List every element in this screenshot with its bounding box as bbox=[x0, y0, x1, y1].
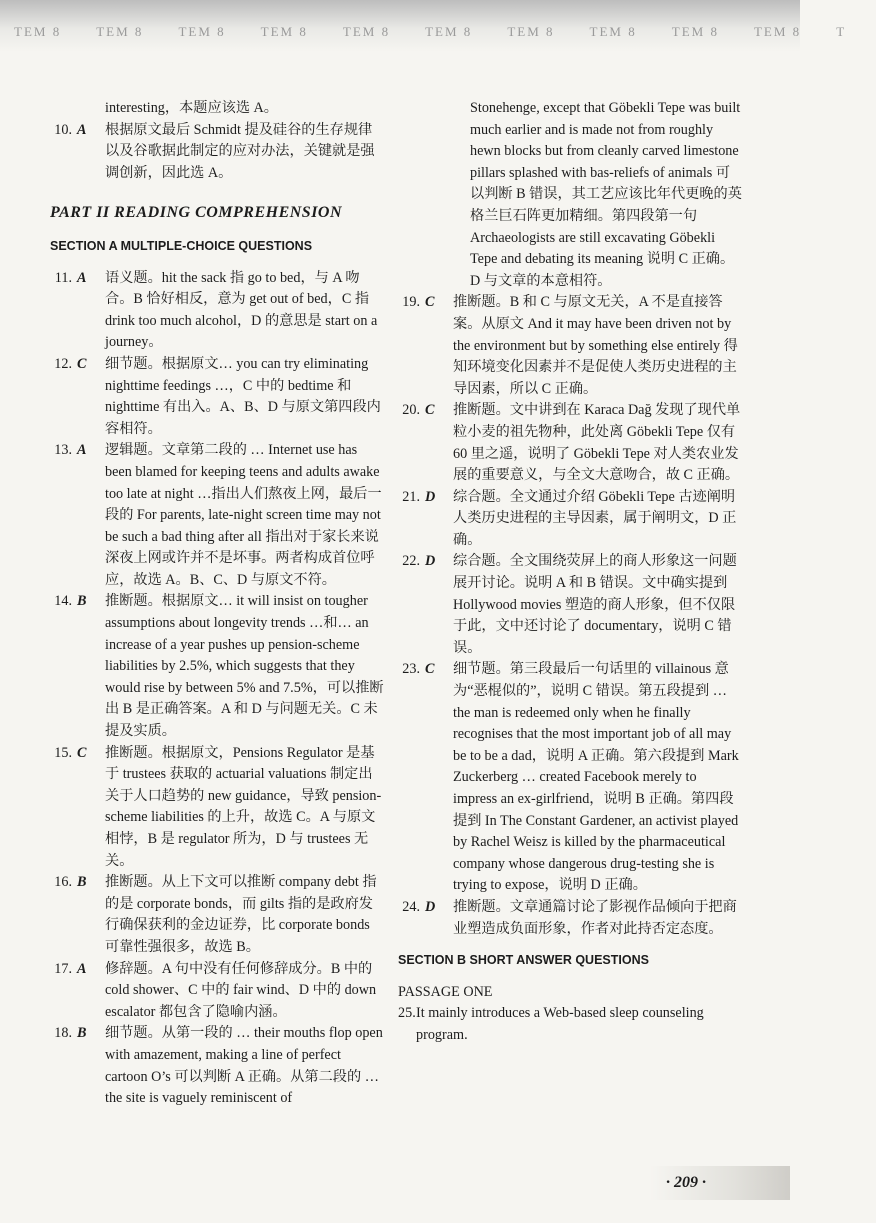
watermark: T bbox=[836, 24, 847, 39]
answer-23 bbox=[398, 659, 744, 897]
question-number: 16. bbox=[54, 874, 72, 891]
explanation: 逻辑题。文章第二段的 … Internet use has been blamed for keeping teens and adults awake too late at night …指出人们熬夜上网，最后一段的 For parents, late-night screen time may not be such a bad thing after all 指出对于家长来说深夜上网或许并不是坏事。两者构成首位呼应，故选 A。B、C、D 与原文不符。 bbox=[105, 442, 382, 588]
answer-22 bbox=[398, 551, 744, 659]
answer-12 bbox=[50, 354, 386, 440]
explanation: 推断题。根据原文，Pensions Regulator 是基于 trustees 获取的 actuarial valuations 制定出关于人口趋势的 new guidance，导致 pension-scheme liabilities 的上升，故选 C。A 与原文相悖，B 是 regulator 所为，D 与 trustees 无关。 bbox=[105, 744, 382, 869]
explanation: 根据原文最后 Schmidt 提及硅谷的生存规律以及谷歌据此制定的应对办法，关键就是强调创新，因此选 A。 bbox=[105, 121, 375, 181]
explanation: 综合题。全文通过介绍 Göbekli Tepe 古迹阐明人类历史进程的主导因素，属于阐明文，D 正确。 bbox=[453, 488, 737, 548]
answer-18 bbox=[50, 1023, 386, 1109]
question-number: 23. bbox=[402, 661, 420, 678]
explanation: 推断题。从上下文可以推断 company debt 指的是 corporate bonds，而 gilts 指的是政府发行确保获利的金边证券，比 corporate bonds 可靠性强很多，故选 B。 bbox=[105, 874, 377, 955]
question-number: 12. bbox=[54, 355, 72, 372]
answer-25 bbox=[398, 1003, 744, 1046]
explanation: 综合题。全文围绕荧屏上的商人形象这一问题展开讨论。说明 A 和 B 错误。文中确实提到 Hollywood movies 塑造的商人形象，但不仅限于此，文中还讨论了 documentary，说明 C 错误。 bbox=[453, 553, 737, 656]
explanation: 推断题。文中讲到在 Karaca Dağ 发现了现代单粒小麦的祖先物种，此处离 Göbekli Tepe 仅有 60 里之遥，说明了 Göbekli Tepe 对人类农业发展的重要意义，与全文大意吻合，故 C 正确。 bbox=[453, 402, 741, 484]
answer-letter: B bbox=[77, 593, 87, 610]
answer-21 bbox=[398, 487, 744, 552]
question-number: 19. bbox=[402, 294, 420, 311]
watermark: TEM 8 bbox=[96, 24, 144, 39]
answer-9-continuation: interesting，本题应该选 A。 bbox=[105, 100, 278, 116]
explanation: 语义题。hit the sack 指 go to bed，与 A 吻合。B 恰好相反，意为 get out of bed，C 指 drink too much alcohol，D 的意思是 start on a journey。 bbox=[105, 269, 378, 351]
watermark: TEM 8 bbox=[425, 24, 473, 39]
passage-heading: PASSAGE ONE bbox=[398, 983, 493, 1000]
watermark: TEM 8 bbox=[342, 24, 391, 39]
explanation: 推断题。根据原文… it will insist on tougher assumptions about longevity trends …和… an increase of a year pushes up pension-scheme liabilities by 2.5%, which suggests that they would rise by between 5% and 7.5%，可以推断出 B 是正确答案。A 和 D 与问题无关。C 未提及实质。 bbox=[105, 593, 384, 740]
answer-24 bbox=[398, 897, 744, 940]
answer-19 bbox=[398, 292, 744, 400]
answer-16 bbox=[50, 872, 386, 958]
section-b-title: SECTION B SHORT ANSWER QUESTIONS bbox=[398, 953, 649, 968]
question-number: 20. bbox=[402, 402, 420, 419]
question-number: 21. bbox=[402, 488, 420, 505]
answer-11 bbox=[50, 268, 386, 354]
watermark: TEM 8 bbox=[14, 24, 62, 39]
right-column bbox=[398, 98, 744, 1047]
question-number: 24. bbox=[402, 898, 420, 915]
question-number: 13. bbox=[54, 442, 72, 459]
question-number: 25. bbox=[398, 1005, 416, 1022]
answer-letter: B bbox=[77, 874, 87, 891]
answer-10 bbox=[50, 120, 386, 185]
watermark: TEM 8 bbox=[507, 24, 555, 39]
answer-letter: A bbox=[77, 269, 87, 286]
watermark: TEM 8 bbox=[178, 24, 226, 39]
answer-letter: C bbox=[425, 294, 435, 311]
explanation: 推断题。B 和 C 与原文无关，A 不是直接答案。从原文 And it may have been driven not by the environment but by something else entirely 得知环境变化因素并不是促使人类历史进程的主导因素，所以 C 正确。 bbox=[453, 294, 738, 397]
answer-18-continuation: Stonehenge, except that Göbekli Tepe was built much earlier and is made not from roughly hewn blocks but from cleanly carved limestone pillars splashed with bas-reliefs of animals 可以判断 B 错误，其工艺应该比年代更晚的英格兰巨石阵更加精细。第四段第一句 Archaeologists are still excavating Göbekli Tepe and debating its meaning 说明 C 正确。D 与文章的本意相符。 bbox=[470, 100, 742, 289]
part-title: PART II READING COMPREHENSION bbox=[50, 204, 343, 222]
explanation: 细节题。第三段最后一句话里的 villainous 意为“恶棍似的”，说明 C 错误。第五段提到 … the man is redeemed only when he finally recognises that the most important job of all may be to be a dad，说明 A 正确。第六段提到 Mark Zuckerberg … created Facebook merely to impress an ex-girlfriend，说明 B 正确。第四段提到 In The Constant Gardener, an activist played by Rachel Weisz is killed by the pharmaceutical company whose dangerous drug-testing she is trying to expose，说明 D 正确。 bbox=[453, 661, 739, 894]
answer-letter: A bbox=[77, 121, 87, 138]
answer-20 bbox=[398, 400, 744, 486]
header-watermarks bbox=[14, 24, 876, 40]
answer-15 bbox=[50, 743, 386, 873]
explanation: 推断题。文章通篇讨论了影视作品倾向于把商业塑造成负面形象，作者对此持否定态度。 bbox=[453, 898, 737, 937]
answer-letter: C bbox=[425, 402, 435, 419]
left-column bbox=[50, 98, 386, 1110]
watermark: TEM 8 bbox=[589, 24, 637, 39]
answer-14 bbox=[50, 591, 386, 742]
watermark: TEM 8 bbox=[671, 24, 719, 39]
answer-13 bbox=[50, 440, 386, 591]
watermark: TEM 8 bbox=[260, 24, 308, 39]
question-number: 17. bbox=[54, 960, 72, 977]
header-band bbox=[0, 0, 847, 52]
answer-letter: C bbox=[425, 661, 435, 678]
answer-letter: D bbox=[425, 488, 436, 505]
answer-letter: C bbox=[77, 355, 87, 372]
question-number: 14. bbox=[54, 593, 72, 610]
watermark: TEM 8 bbox=[753, 24, 802, 39]
answer-letter: B bbox=[77, 1025, 87, 1042]
question-number: 10. bbox=[54, 121, 72, 138]
question-number: 11. bbox=[54, 269, 72, 286]
answer-letter: C bbox=[77, 744, 87, 761]
answer-letter: D bbox=[425, 553, 436, 570]
question-number: 18. bbox=[54, 1025, 72, 1042]
page-number: · 209 · bbox=[650, 1166, 790, 1200]
explanation: 细节题。根据原文… you can try eliminating nighttime feedings …，C 中的 bedtime 和 nighttime 有出入。A、B、D 与原文第四段内容相符。 bbox=[105, 355, 381, 437]
explanation: 细节题。从第一段的 … their mouths flop open with amazement, making a line of perfect cartoon O’s 可以判断 A 正确。从第二段的 … the site is vaguely reminiscent of bbox=[105, 1025, 383, 1107]
question-number: 15. bbox=[54, 744, 72, 761]
section-a-title: SECTION A MULTIPLE-CHOICE QUESTIONS bbox=[50, 238, 313, 253]
answer-17 bbox=[50, 959, 386, 1024]
answer-letter: A bbox=[77, 960, 87, 977]
explanation: 修辞题。A 句中没有任何修辞成分。B 中的 cold shower、C 中的 fair wind、D 中的 down escalator 都包含了隐喻内涵。 bbox=[105, 960, 377, 1020]
answer-letter: D bbox=[425, 898, 436, 915]
answer-letter: A bbox=[77, 442, 87, 459]
question-number: 22. bbox=[402, 553, 420, 570]
explanation: It mainly introduces a Web-based sleep counseling program. bbox=[416, 1005, 704, 1043]
